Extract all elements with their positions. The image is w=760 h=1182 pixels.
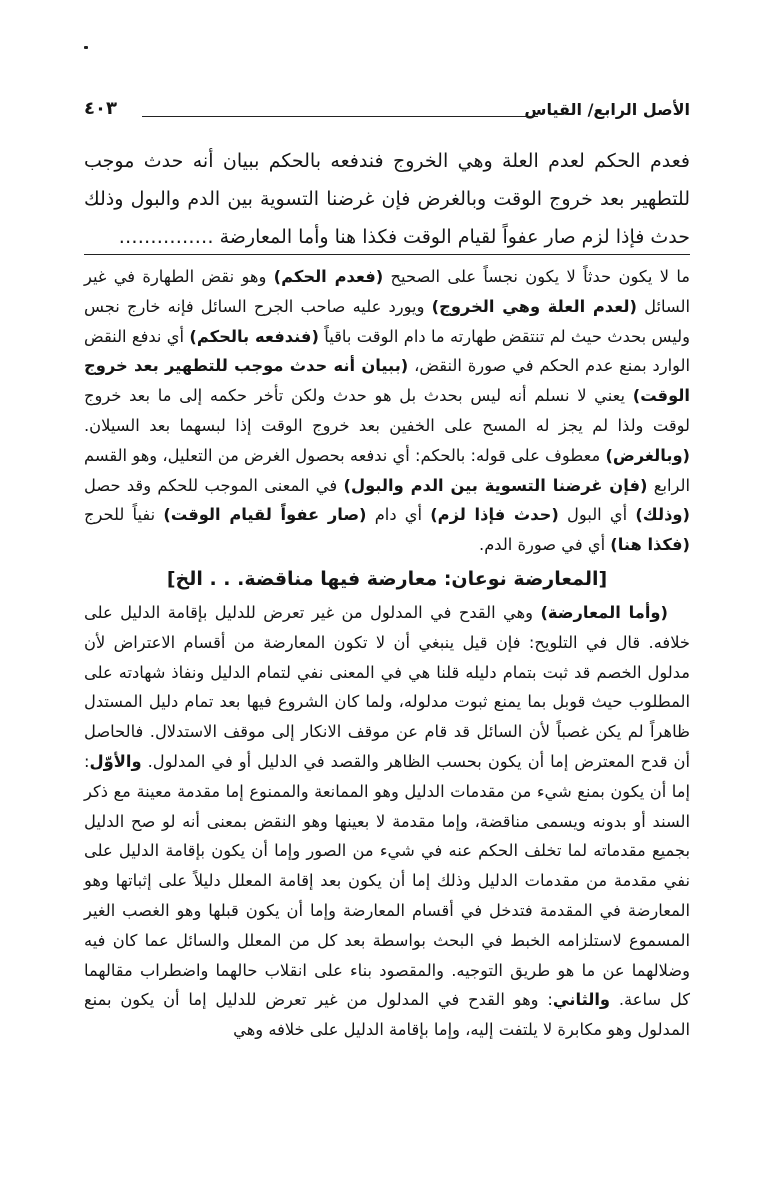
commentary-text: أي في صورة الدم.	[479, 535, 611, 555]
commentary-text: معطوف على قوله: بالحكم: أي ندفعه بحصول الغرض من التعليل، وهو القسم الرابع	[84, 445, 690, 495]
commentary-text: : وهو القدح في المدلول من غير تعرض للدليل إما أن يكون بمنع المدلول وهو مكابرة لا يلتفت إليه، وإما بإقامة الدليل على خلافه وهي	[84, 990, 690, 1040]
bold-quote: (وأما المعارضة)	[540, 602, 668, 622]
main-text	[84, 142, 690, 256]
bold-quote: (وذلك)	[635, 505, 690, 525]
header-title: الأصل الرابع/ القياس	[524, 100, 690, 119]
bold-quote: (فندفعه بالحكم)	[189, 326, 319, 346]
commentary	[84, 262, 690, 1045]
commentary-text: : إما أن يكون بمنع شيء من مقدمات الدليل وهو الممانعة والممنوع إما مقدمة معينة مع ذكر السند أو بدونه ويسمى مناقضة، وإما مقدمة لا بعينها وهو النقض بمعنى أنه لو صح الدليل بجميع مقدماته لما تخلف الحكم عنه في شيء من الصور وإما أن يكون بإقامة الدليل على نفي مقدمة من مقدمات الدليل وذلك إما أن يكون بعد إقامة المعلل دليلاً على إثباتها وهو المعارضة في المقدمة فتدخل في أقسام المعارضة وإما أن يكون قبلها وهو الغصب الغير المسموع لاستلزامه الخبط في البحث بواسطة بعد كل من المعلل والسائل عما كان فيه وضلالهما عن ما هو طريق التوجيه. والمقصود بناء على انقلاب حالهما واضطراب مقالهما كل ساعة.	[84, 751, 691, 1010]
main-text-line-content: حدث فإذا لزم صار عفواً لقيام الوقت فكذا هنا وأما المعارضة	[219, 226, 690, 248]
bold-quote: (حدث فإذا لزم)	[430, 505, 559, 525]
bold-quote: والأوّل	[89, 751, 142, 771]
commentary-text: أي البول	[558, 505, 636, 525]
footnote-separator	[84, 254, 690, 255]
main-text-line: للتطهير بعد خروج الوقت وبالغرض فإن غرضنا التسوية بين الدم والبول وذلك	[84, 188, 690, 210]
bold-quote: (صار عفواً لقيام الوقت)	[163, 505, 367, 525]
commentary-text: وهي القدح في المدلول من غير تعرض للدليل بإقامة الدليل على خلافه. قال في التلويح: فإن قيل ينبغي أن لا تكون المعارضة من أقسام الاعتراض لأن مدلول الخصم قد ثبت بتمام دليله قلنا هي في المعنى نفي لتمام الدليل ونفاذ شهادته على المطلوب حيث قوبل بما يمنع ثبوت مدلوله، ولما كان الشروع فيها بعد تمام دليل المستدل ظاهراً لم يكن غصباً لأن السائل قد قام عن موقف الانكار إلى موقف الاستدلال. فالحاصل أن قدح المعترض إما أن يكون بحسب الظاهر والقصد في الدليل أو في المدلول.	[84, 602, 690, 771]
commentary-text: ما لا يكون حدثاً لا يكون نجساً على الصحيح	[383, 267, 690, 286]
bold-quote: والثاني	[552, 990, 611, 1010]
page-speck	[84, 46, 88, 49]
commentary-text: في المعنى الموجب للحكم وقد حصل	[84, 475, 344, 495]
bold-quote: (فكذا هنا)	[610, 535, 690, 555]
commentary-text: يعني لا نسلم أنه ليس بحدث بل هو حدث ولكن تأخر حكمه إلى ما بعد خروج لوقت ولذا لم يجز له المسح على الخفين بعد خروج الوقت إذا لبسهما بعد السيلان.	[84, 386, 690, 435]
commentary-paragraph	[84, 598, 690, 1045]
running-header	[84, 92, 690, 132]
bold-quote: (فعدم الحكم)	[273, 267, 384, 286]
page-number: ٤٠٣	[84, 98, 117, 119]
header-rule	[142, 116, 538, 117]
commentary-text: ويورد عليه صاحب الجرح السائل فإنه خارج نجس وليس بحدث حيث لم تنتقض طهارته ما دام الوقت باقياً	[84, 296, 691, 346]
commentary-text: وهو نقض الطهارة في غير السائل	[84, 267, 690, 316]
section-heading: [المعارضة نوعان: معارضة فيها مناقضة. . . الخ]	[166, 567, 608, 590]
bold-quote: (وبالغرض)	[605, 445, 690, 465]
bold-quote: (لعدم العلة وهي الخروج)	[431, 296, 637, 316]
commentary-text: أي دام	[366, 505, 431, 525]
main-text-line	[84, 218, 690, 256]
continuation-dots: ……………	[118, 226, 214, 248]
commentary-text: نفياً للحرج	[84, 505, 164, 525]
commentary-text: أي ندفع النقض الوارد بمنع عدم الحكم في صورة النقض،	[84, 326, 690, 376]
commentary-paragraph	[84, 262, 690, 560]
bold-quote: (فإن غرضنا التسوية بين الدم والبول)	[343, 475, 648, 495]
main-text-line: فعدم الحكم لعدم العلة وهي الخروج فندفعه بالحكم ببيان أنه حدث موجب	[84, 150, 690, 172]
bold-quote: (ببيان أنه حدث موجب للتطهير بعد خروج الوقت)	[84, 356, 690, 406]
